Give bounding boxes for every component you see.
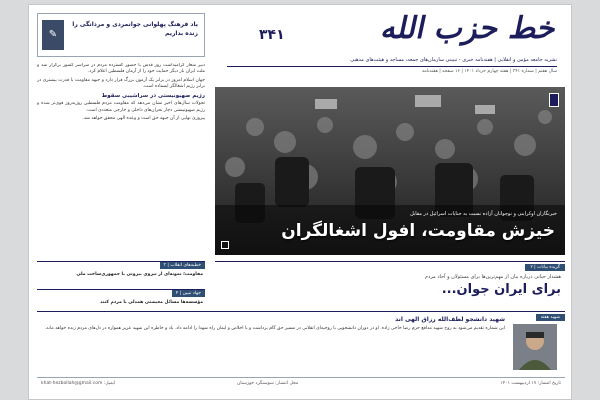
left-column — [37, 13, 205, 333]
note-box-sermons — [37, 261, 205, 280]
left-article-body — [37, 63, 205, 124]
section-badge-icon — [549, 93, 559, 107]
footer-bar — [37, 377, 565, 389]
bookmark-icon: ✎ — [42, 20, 64, 50]
note-label: جهاد تبیین | ۴ — [172, 290, 205, 297]
hero-headline: خیزش مقاومت، افول اشغالگران — [281, 221, 555, 241]
section-label: شهید هفته — [536, 314, 565, 321]
note-text: مؤسسه‌ها مسائل معیشتی همدلی با مردم کنند — [100, 300, 203, 305]
issue-number: ۳۴۱ — [259, 27, 285, 43]
footer-email: ایمیل: khat-hezbollah@gmail.com — [41, 381, 116, 386]
section-label: گزیده بیانات | ۲ — [525, 264, 565, 271]
note-box-jihad — [37, 289, 205, 308]
left-paragraph: دبیر شعار گرامیداشت روز قدس با حضور گسترده مردم در سراسر کشور برگزار شد و ملت ایران بار دیگر حمایت خود را از آرمان فلسطین اعلام کرد. — [37, 63, 205, 75]
left-subheading: رژیم صهیونیستی در سراشیبی سقوط — [101, 93, 205, 100]
newspaper-page — [28, 4, 572, 400]
masthead-dateline: سال هفتم | شماره ۳۴۱ | هفته چهارم خرداد ۱۴۰۱ | ۱۶ صفحه | هفته‌نامه — [227, 66, 557, 74]
editorial-tag-text: یاد فرهنگ پهلوانی جوانمردی و مردانگی را زنده بداریم — [72, 21, 198, 37]
left-paragraph: تحولات سال‌های اخیر نشان می‌دهد که مقاومت مردم فلسطین روزبه‌روز قوی‌تر شده و رژیم صهیونیستی دچار بحران‌های داخلی و خارجی متعددی است. — [37, 101, 205, 113]
hero-photo — [215, 87, 565, 255]
masthead-subline: نشریه جامعه مؤمن و انقلابی | هفته‌نامه خبری - تبیینی سازمان‌های جمعه، مساجد و هیئت‌های مذهبی — [350, 57, 557, 63]
martyr-of-week-section — [37, 311, 565, 365]
person-portrait-icon — [513, 324, 557, 370]
note-label: خطبه‌های انقلاب | ۳ — [160, 262, 205, 269]
speech-excerpt-section — [215, 261, 565, 301]
editorial-tag-box — [37, 13, 205, 57]
newspaper-logo: خط حزب الله — [378, 11, 561, 46]
left-paragraph: جهان اسلام امروز در برابر یک آزمون بزرگ قرار دارد و جبهه مقاومت با قدرت بیشتری در برابر رژیم اشغالگر ایستاده است. — [37, 77, 205, 89]
note-text: مقاومت؛ نمونه‌ای از نیروی بیرونی با جمهوری‌ساخت ملی — [76, 272, 203, 277]
martyr-title: شهید دانشجو لطف‌الله رزاق الهی اند — [395, 316, 505, 323]
martyr-portrait — [513, 324, 557, 370]
hero-caption: خبرنگاران اوکراینی و نوجوانان آزاده نسبت به جنایات اسرائیل در مقابل — [410, 211, 557, 217]
footer-location: محل انتشار: سوسنگرد خوزستان — [237, 381, 299, 386]
section-kicker: هشدار حیاتی درباره بیان از مهم‌ترین‌ها برای مسئولان و آحاد مردم — [424, 274, 561, 280]
page-corner-icon — [221, 241, 229, 249]
masthead — [227, 11, 561, 55]
martyr-body: این شماره تقدیم می‌شود به روح شهید مدافع حرم رضا حاجی زاده. او در دوران دانشجویی با روحیه‌ای انقلابی در مسیر حق گام برداشت و با اخلاص و ایمان راه شهدا را ادامه داد. یاد و خاطره این شهید عزیز همواره در دل‌های مردم زنده خواهد ماند. — [44, 326, 505, 331]
left-paragraph: پیروزی نهایی از آن جبهه حق است و وعده الهی محقق خواهد شد. — [82, 116, 205, 122]
section-title: برای ایران جوان... — [441, 282, 561, 297]
footer-date: تاریخ انتشار: ۱۷ اردیبهشت ۱۴۰۱ — [500, 381, 561, 386]
